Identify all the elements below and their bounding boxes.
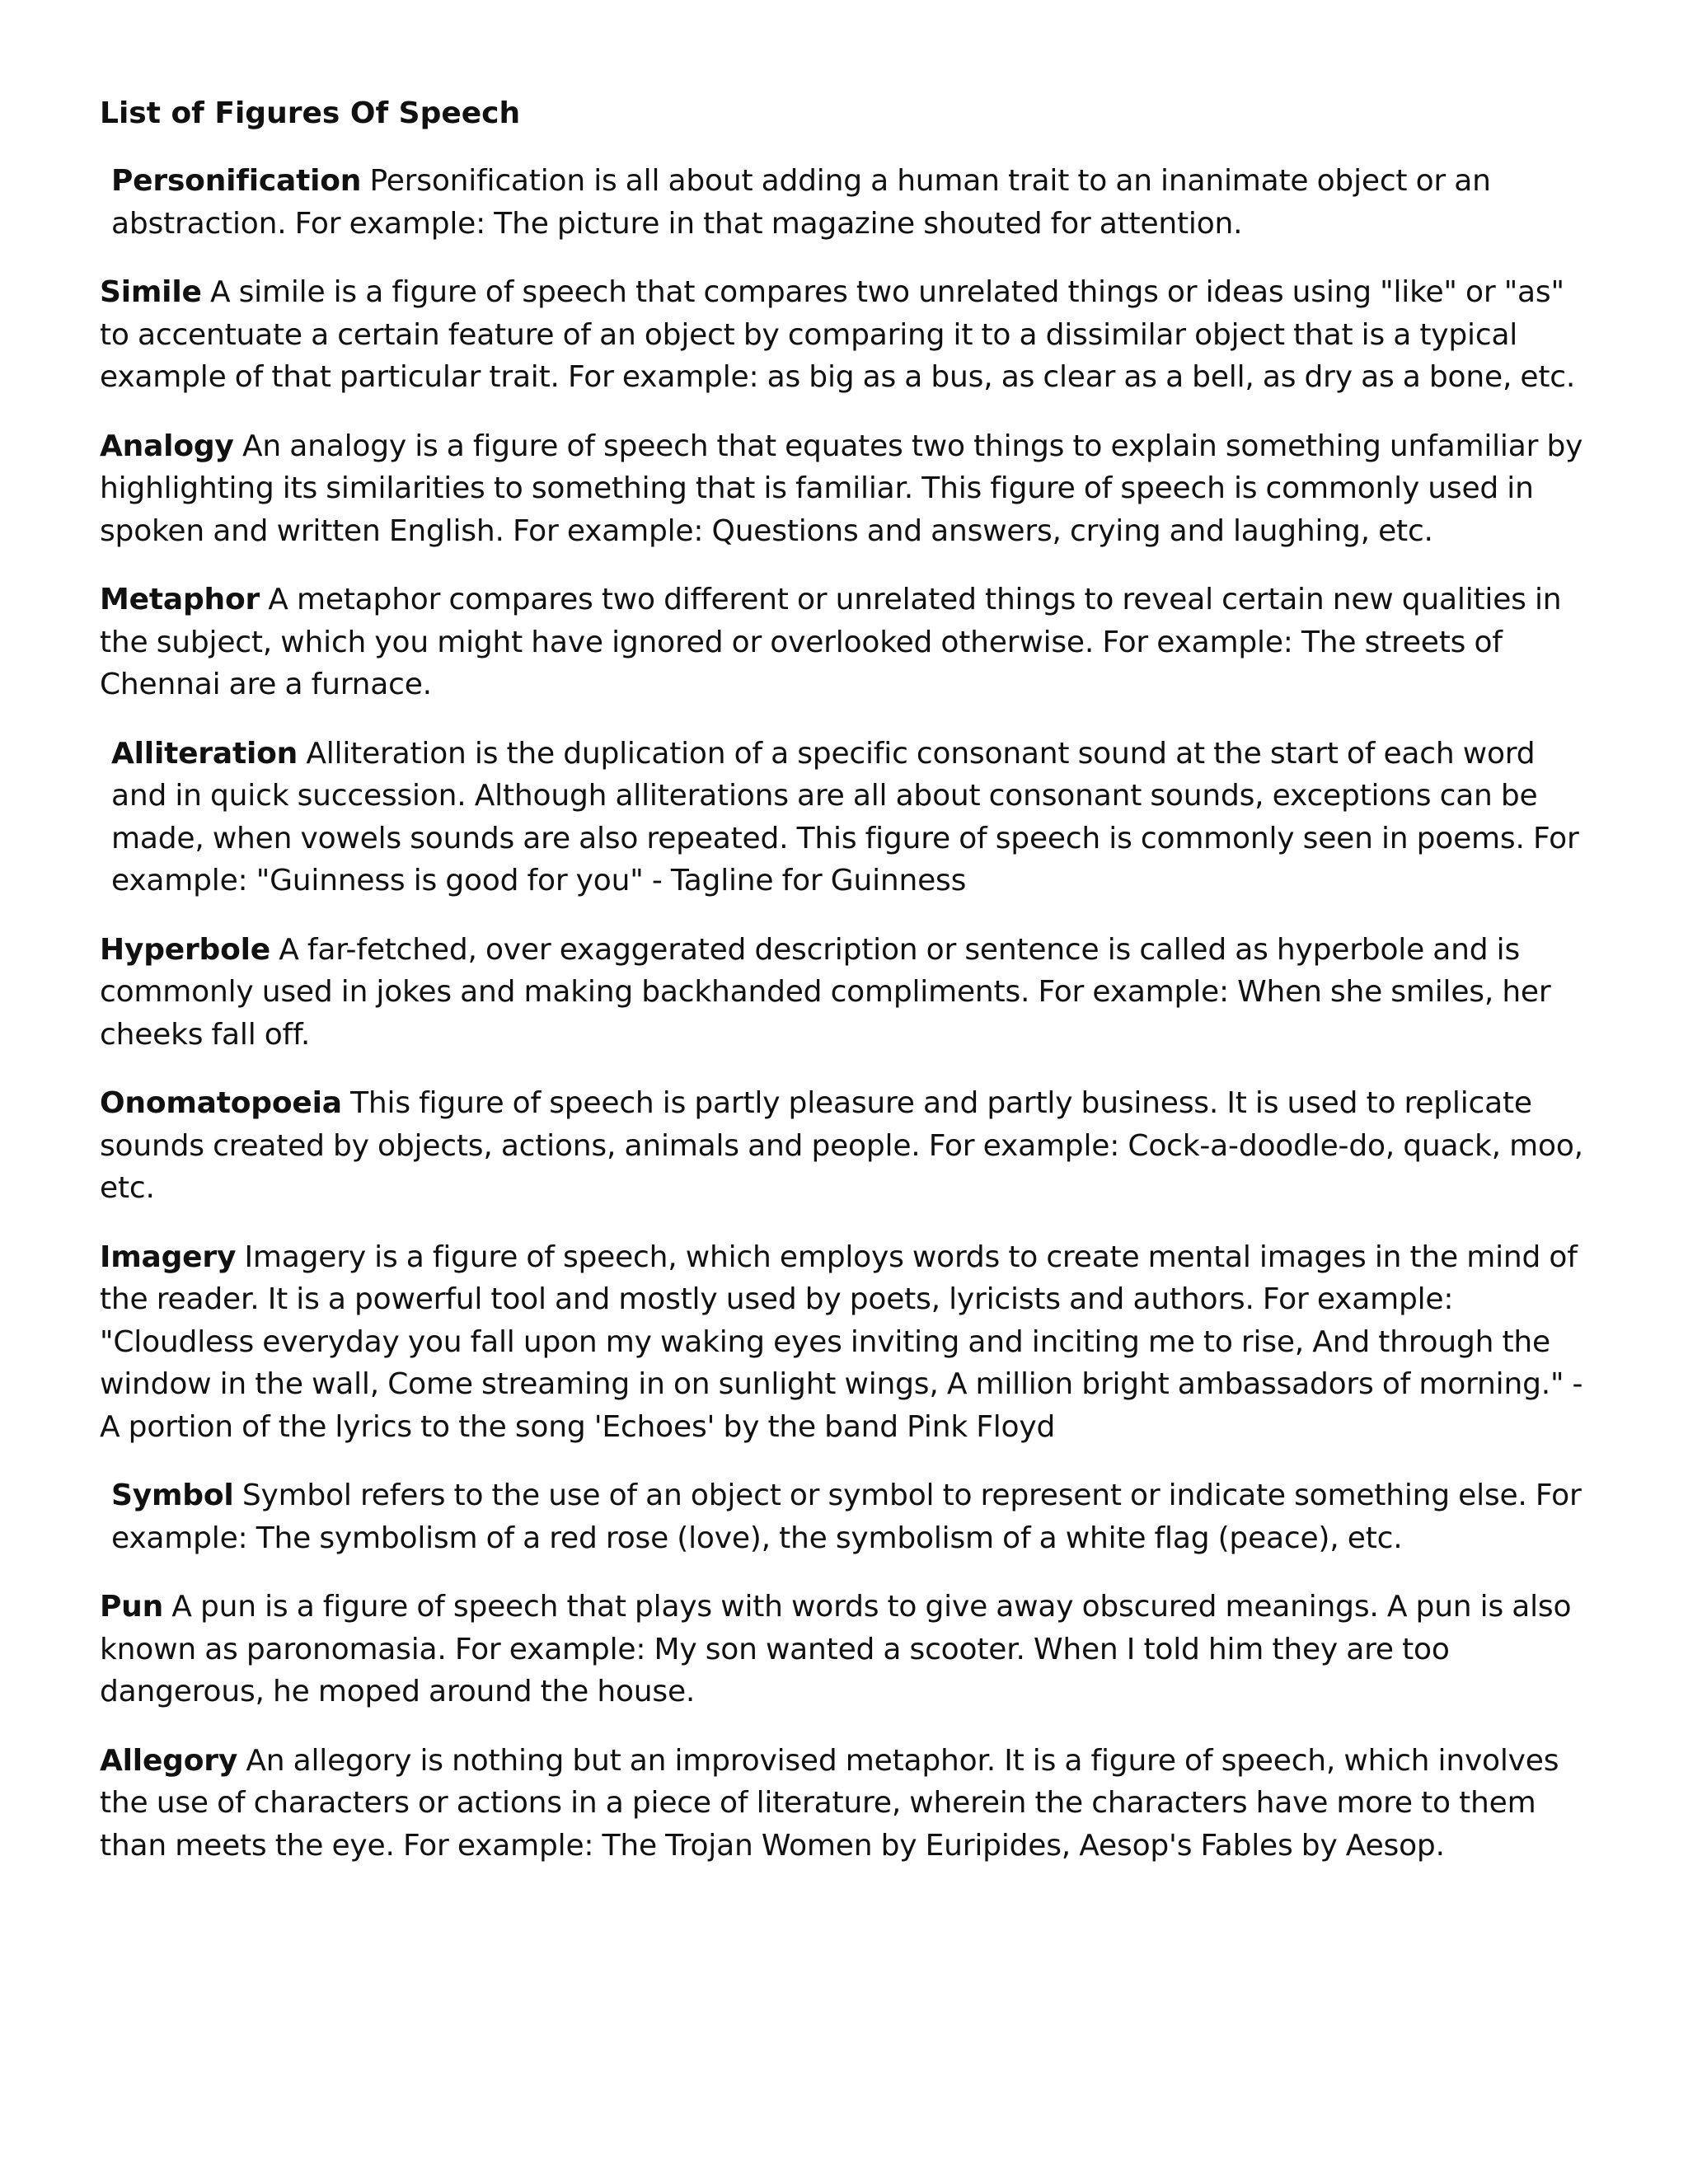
term-hyperbole: Hyperbole — [100, 932, 270, 967]
definition-onomatopoeia: This figure of speech is partly pleasure and partly business. It is used to replicate sounds created by objects, actions, animals and people. For example: Cock-a-doodle-do, quack, moo, etc. — [100, 1086, 1583, 1205]
term-onomatopoeia: Onomatopoeia — [100, 1086, 342, 1120]
definition-symbol: Symbol refers to the use of an object or symbol to represent or indicate something else. For example: The symbolism of a red rose (love), the symbolism of a white flag (peace), etc. — [111, 1479, 1582, 1555]
definition-imagery: Imagery is a figure of speech, which employs words to create mental images in the mind of the reader. It is a powerful tool and mostly used by poets, lyricists and authors. For example: "Cloudless everyday you fall upon my waking eyes inviting and inciting me to rise, And through the window in the wall, Come streaming in on sunlight wings, A million bright ambassadors of morning." - A portion of the lyrics to the song 'Echoes' by the band Pink Floyd — [100, 1240, 1583, 1444]
entry-onomatopoeia — [100, 1082, 1592, 1210]
document-title: List of Figures Of Speech — [100, 96, 521, 130]
term-personification: Personification — [111, 164, 362, 198]
definition-alliteration: Alliteration is the duplication of a specific consonant sound at the start of each word and in quick succession. Although alliterations are all about consonant sounds, exceptions can be made, when vowels sounds are also repeated. This figure of speech is commonly seen in poems. For example: "Guinness is good for you" - Tagline for Guinness — [111, 736, 1579, 898]
definition-allegory: An allegory is nothing but an improvised metaphor. It is a figure of speech, which involves the use of characters or actions in a piece of literature, wherein the characters have more to them than meets the eye. For example: The Trojan Women by Euripides, Aesop's Fables by Aesop. — [100, 1743, 1559, 1863]
entry-metaphor — [100, 579, 1592, 706]
entry-analogy — [100, 425, 1592, 553]
entry-pun — [100, 1586, 1592, 1713]
term-alliteration: Alliteration — [111, 736, 298, 771]
term-imagery: Imagery — [100, 1240, 237, 1274]
term-metaphor: Metaphor — [100, 583, 260, 616]
definition-personification: Personification is all about adding a human trait to an inanimate object or an abstraction. For example: The picture in that magazine shouted for attention. — [111, 164, 1491, 241]
entry-symbol — [100, 1474, 1592, 1559]
entry-personification — [100, 160, 1592, 245]
entry-hyperbole — [100, 929, 1592, 1057]
term-analogy: Analogy — [100, 429, 234, 463]
term-pun: Pun — [100, 1590, 164, 1624]
term-simile: Simile — [100, 275, 202, 309]
term-allegory: Allegory — [100, 1743, 238, 1778]
definition-analogy: An analogy is a figure of speech that equates two things to explain something unfamiliar by highlighting its similarities to something that is familiar. This figure of speech is commonly used in spoken and written English. For example: Questions and answers, crying and laughing, etc. — [100, 429, 1583, 548]
definition-pun: A pun is a figure of speech that plays with words to give away obscured meanings. A pun is also known as paronomasia. For example: My son wanted a scooter. When I told him they are too dangerous, he moped around the house. — [100, 1590, 1572, 1708]
definition-metaphor: A metaphor compares two different or unrelated things to reveal certain new qualities in the subject, which you might have ignored or overlooked otherwise. For example: The streets of Chennai are a furnace. — [100, 583, 1562, 701]
entry-allegory — [100, 1740, 1592, 1868]
definition-simile: A simile is a figure of speech that compares two unrelated things or ideas using "like" or "as" to accentuate a certain feature of an object by comparing it to a dissimilar object that is a typical example of that particular trait. For example: as big as a bus, as clear as a bell, as dry as a bone, etc. — [100, 275, 1576, 394]
document-page — [100, 92, 1592, 1893]
entry-alliteration — [100, 733, 1592, 902]
term-symbol: Symbol — [111, 1479, 234, 1512]
entry-imagery — [100, 1236, 1592, 1449]
definition-hyperbole: A far-fetched, over exaggerated description or sentence is called as hyperbole and is commonly used in jokes and making backhanded compliments. For example: When she smiles, her cheeks fall off. — [100, 932, 1551, 1052]
entry-simile — [100, 271, 1592, 399]
